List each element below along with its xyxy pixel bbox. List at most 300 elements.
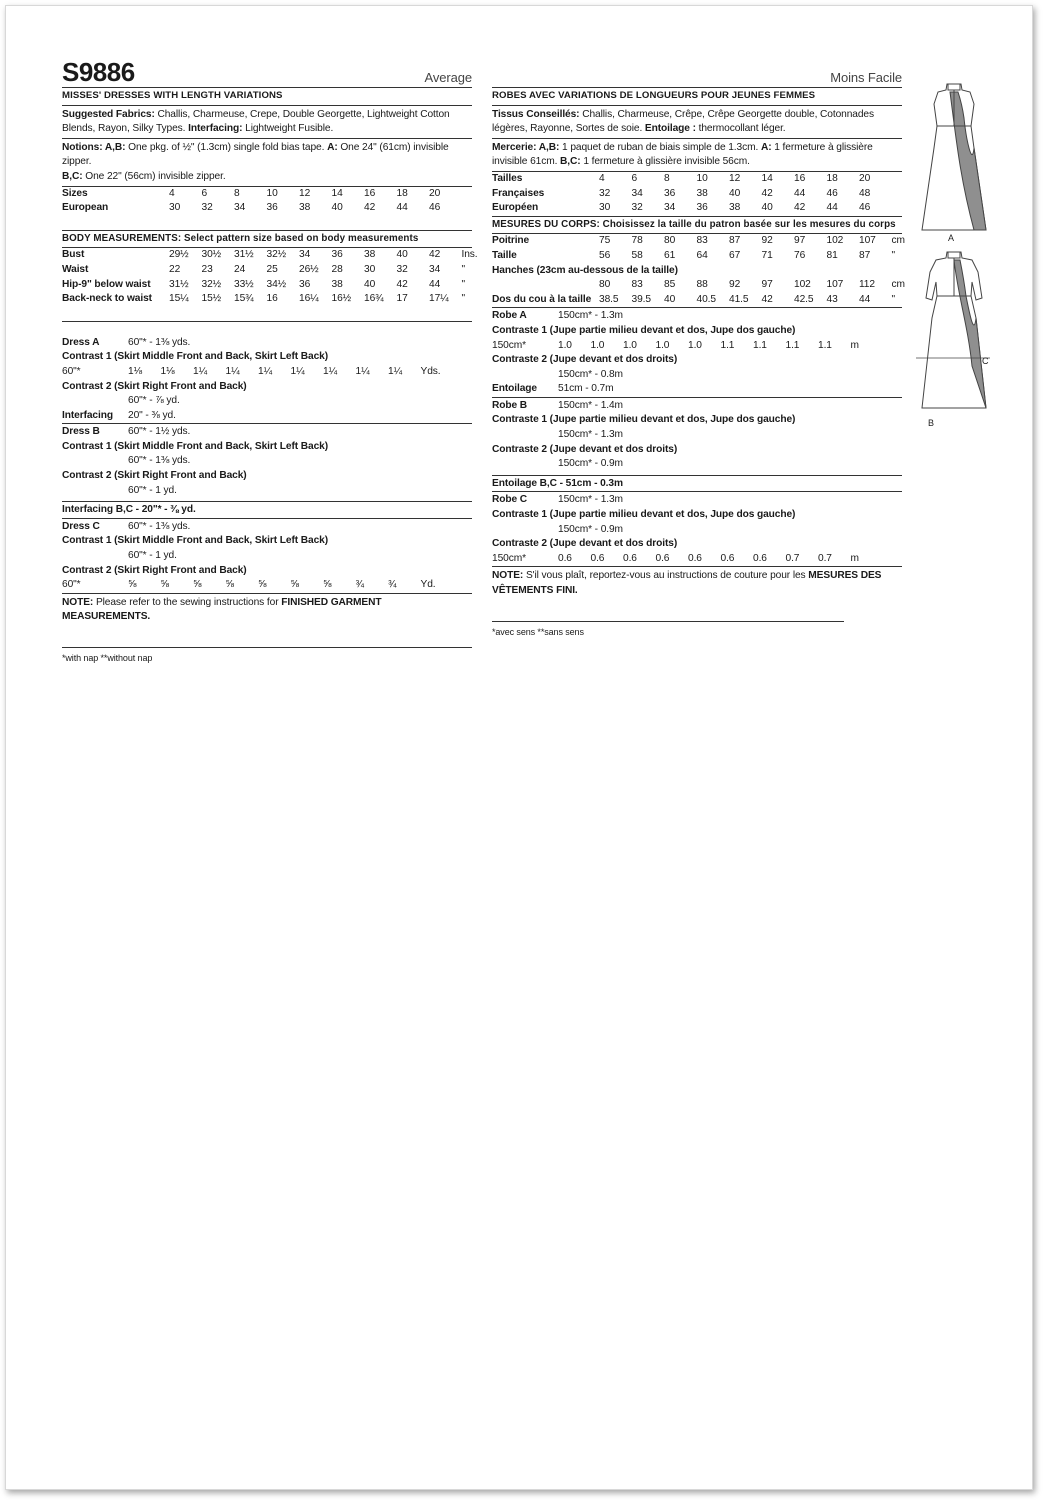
view-label: Robe A xyxy=(492,310,527,322)
yardage-value: 60"* - 1 yd. xyxy=(128,484,177,496)
table-cell: 20 xyxy=(859,172,871,184)
dress-b-yardage xyxy=(62,424,472,502)
notions-text: One 22" (56cm) invisible zipper. xyxy=(85,170,226,182)
view-label: Dress B xyxy=(62,426,100,438)
table-cell: ⅝ xyxy=(193,579,202,591)
view-a-label: A xyxy=(948,233,955,243)
contrast-label: Contraste 1 (Jupe partie milieu devant et dos, Jupe dos gauche) xyxy=(492,414,796,426)
yardage-value: 60"* - ⅞ yd. xyxy=(128,395,180,407)
table-cell: 1¼ xyxy=(355,365,370,377)
row-label: Back-neck to waist xyxy=(62,293,152,305)
row-label: Waist xyxy=(62,263,89,275)
table-cell: 1⅛ xyxy=(160,365,175,377)
table-cell: 44 xyxy=(429,278,441,290)
table-cell: 1.0 xyxy=(590,339,605,351)
note-text: Please refer to the sewing instructions for xyxy=(95,596,279,608)
table-cell: 40 xyxy=(364,278,376,290)
contrast-label: Contraste 2 (Jupe devant et dos droits) xyxy=(492,538,678,550)
fabrics-paragraph xyxy=(62,106,472,139)
table-cell: 40 xyxy=(761,202,773,214)
size-row xyxy=(492,201,902,216)
table-cell: 15¾ xyxy=(234,293,254,305)
table-cell: 8 xyxy=(664,172,670,184)
table-cell: 15½ xyxy=(201,293,222,305)
table-cell: 17 xyxy=(396,293,408,305)
measurement-row xyxy=(62,292,472,307)
fabrics-label: Suggested Fabrics: xyxy=(62,108,155,120)
yardage-row xyxy=(492,382,902,397)
contrast-label: Contrast 2 (Skirt Right Front and Back) xyxy=(62,470,247,482)
interfacing-label: Entoilage : xyxy=(644,123,696,135)
table-cell: 16 xyxy=(266,293,278,305)
yardage-value: 60"* - 1 yd. xyxy=(128,550,177,562)
yardage-value: 150cm* - 0.8m xyxy=(558,368,623,380)
yardage-value: 150cm* - 1.3m xyxy=(558,310,623,322)
note-bold-text: MESURES DES VÊTEMENTS FINI. xyxy=(492,570,882,596)
measurement-row xyxy=(62,263,472,278)
interfacing-label: Interfacing: xyxy=(188,123,243,135)
table-cell: 83 xyxy=(631,279,643,291)
table-cell: 30 xyxy=(364,263,376,275)
table-cell: 42 xyxy=(794,202,806,214)
table-cell: 58 xyxy=(631,249,643,261)
view-label: Robe C xyxy=(492,494,528,506)
table-cell: 42 xyxy=(429,249,441,261)
table-cell: 40 xyxy=(396,249,408,261)
table-cell: 10 xyxy=(696,172,708,184)
contrast-label: Contrast 1 (Skirt Middle Front and Back, Skirt Left Back) xyxy=(62,351,329,363)
unit-cell: " xyxy=(461,278,466,290)
table-cell: 107 xyxy=(859,235,876,247)
table-cell: 1.1 xyxy=(720,339,735,351)
table-cell: 1¼ xyxy=(225,365,240,377)
table-cell: 1.0 xyxy=(655,339,670,351)
table-cell: 17¼ xyxy=(429,293,449,305)
body-measurements-heading: BODY MEASUREMENTS: Select pattern size based on body measurements xyxy=(62,231,472,249)
table-cell: 41.5 xyxy=(729,293,749,305)
contrast-label: Contrast 1 (Skirt Middle Front and Back, Skirt Left Back) xyxy=(62,535,329,547)
size-cell: 6 xyxy=(201,187,208,199)
notions-view-a: A: xyxy=(760,141,772,153)
size-row xyxy=(492,187,902,202)
measurement-row xyxy=(492,234,905,249)
notions-text: 1 paquet de ruban de biais simple de 1.3cm. xyxy=(562,141,759,153)
table-cell: 32½ xyxy=(266,249,287,261)
yardage-row xyxy=(62,519,472,535)
table-cell: 92 xyxy=(729,279,741,291)
yardage-value: 150cm* - 1.3m xyxy=(558,429,623,441)
size-cell: 46 xyxy=(429,202,441,214)
measurement-row xyxy=(62,248,478,263)
unit-cell: cm xyxy=(891,235,905,247)
fabrics-label: Tissus Conseillés: xyxy=(492,108,580,120)
contrast-label: Contrast 1 (Skirt Middle Front and Back, Skirt Left Back) xyxy=(62,440,329,452)
contrast-label: Contrast 2 (Skirt Right Front and Back) xyxy=(62,380,247,392)
table-cell: 16¼ xyxy=(299,293,319,305)
table-cell: 16¾ xyxy=(364,293,384,305)
table-cell: 44 xyxy=(826,202,838,214)
size-cell: 42 xyxy=(364,202,376,214)
table-cell: ⅝ xyxy=(290,579,299,591)
dress-a-yardage xyxy=(62,322,472,425)
contrast-label: Contraste 1 (Jupe partie milieu devant et dos, Jupe dos gauche) xyxy=(492,324,796,336)
table-cell: 42.5 xyxy=(794,293,814,305)
table-cell: 1¼ xyxy=(323,365,337,377)
table-cell: 36 xyxy=(664,187,676,199)
yardage-value: 51cm - 0.7m xyxy=(558,383,614,395)
view-c-label: C xyxy=(982,356,989,366)
size-cell: 30 xyxy=(169,202,181,214)
row-label: Hip-9" below waist xyxy=(62,278,151,290)
size-cell: 10 xyxy=(266,187,278,199)
notions-text: 1 fermeture à glissière invisible 56cm. xyxy=(583,156,750,168)
table-cell: 32 xyxy=(631,202,643,214)
measurement-row xyxy=(62,278,472,293)
size-cell: 36 xyxy=(266,202,278,214)
french-column xyxy=(492,54,905,639)
size-cell: 16 xyxy=(364,187,376,199)
table-cell: 64 xyxy=(696,249,708,261)
table-cell: 56 xyxy=(599,249,611,261)
contrast-yardage-row xyxy=(492,339,902,354)
table-cell: 1¼ xyxy=(258,365,272,377)
notions-label: Notions: A,B: xyxy=(62,141,126,153)
pattern-number: S9886 xyxy=(62,57,135,87)
table-cell: 67 xyxy=(729,249,741,261)
table-cell: 112 xyxy=(859,279,875,291)
table-cell: 1.1 xyxy=(785,339,800,351)
table-cell: 46 xyxy=(826,187,838,199)
unit-cell: Yds. xyxy=(420,365,441,377)
contrast-yardage-row xyxy=(62,365,472,380)
table-cell: 80 xyxy=(664,235,676,247)
size-cell: 8 xyxy=(234,187,240,199)
unit-cell: " xyxy=(891,293,896,305)
table-cell: 42 xyxy=(396,278,408,290)
contrast-yardage-row xyxy=(492,552,902,567)
unit-cell: cm xyxy=(891,279,905,291)
fabrics-paragraph xyxy=(492,106,902,139)
table-cell: ⅝ xyxy=(258,579,267,591)
entoilage-bc: Entoilage B,C - 51cm - 0.3m xyxy=(492,476,902,493)
size-cell: 44 xyxy=(396,202,408,214)
table-cell: 1¼ xyxy=(193,365,207,377)
pattern-title: MISSES' DRESSES WITH LENGTH VARIATIONS xyxy=(62,88,472,106)
yardage-row xyxy=(62,336,472,351)
note-label: NOTE: xyxy=(62,596,94,608)
table-cell: 46 xyxy=(859,202,871,214)
table-cell: ⅝ xyxy=(323,579,332,591)
table-cell: 40 xyxy=(664,293,676,305)
measurement-row xyxy=(492,293,902,308)
table-cell: 75 xyxy=(599,235,611,247)
size-cell: 14 xyxy=(331,187,343,199)
table-cell: 38 xyxy=(729,202,741,214)
body-measurements-table xyxy=(62,248,478,321)
table-cell: 0.6 xyxy=(753,552,767,564)
table-cell: 0.6 xyxy=(655,552,670,564)
robe-a-yardage xyxy=(492,308,902,398)
table-cell: 38 xyxy=(696,187,708,199)
table-cell: 71 xyxy=(761,249,773,261)
unit-cell: Yd. xyxy=(420,579,436,591)
size-row-label: Sizes xyxy=(62,187,88,199)
table-cell: 88 xyxy=(696,279,708,291)
notions-view-a: A: xyxy=(327,141,338,153)
row-label: Poitrine xyxy=(492,235,530,247)
table-cell: 25 xyxy=(266,263,278,275)
table-cell: 1.1 xyxy=(753,339,767,351)
table-cell: 40.5 xyxy=(696,293,716,305)
table-cell: 30 xyxy=(599,202,611,214)
row-label: Européen xyxy=(492,202,539,214)
table-cell: 38 xyxy=(331,278,343,290)
table-cell: 24 xyxy=(234,263,246,275)
note xyxy=(492,567,902,598)
contrast-yardage-row xyxy=(62,578,472,593)
view-label: Dress C xyxy=(62,520,100,532)
hip-label: Hanches (23cm au-dessous de la taille) xyxy=(492,264,678,276)
notions-paragraph xyxy=(492,139,902,172)
table-cell: 85 xyxy=(664,279,676,291)
table-cell: 34 xyxy=(429,263,441,275)
view-b-label: B xyxy=(928,418,935,428)
table-cell: 36 xyxy=(299,278,311,290)
table-cell: 34½ xyxy=(266,278,287,290)
row-label: Françaises xyxy=(492,187,545,199)
size-cell: 34 xyxy=(234,202,246,214)
notions-view-bc: B,C: xyxy=(560,156,581,168)
size-cell: 12 xyxy=(299,187,311,199)
view-label: Entoilage xyxy=(492,383,537,395)
table-cell: 78 xyxy=(631,235,643,247)
table-cell: 61 xyxy=(664,249,676,261)
table-cell: 76 xyxy=(794,249,806,261)
yardage-row xyxy=(492,492,902,508)
size-cell: 40 xyxy=(331,202,343,214)
table-cell: 14 xyxy=(761,172,773,184)
contrast-label: Contraste 2 (Jupe devant et dos droits) xyxy=(492,443,678,455)
difficulty-label: Moins Facile xyxy=(830,70,902,86)
table-cell: ⅝ xyxy=(225,579,234,591)
table-cell: 0.7 xyxy=(818,552,832,564)
table-cell: 29½ xyxy=(169,249,189,261)
table-cell: 36 xyxy=(331,249,343,261)
row-label: Bust xyxy=(62,249,85,261)
robe-b-yardage xyxy=(492,398,902,476)
table-cell: 92 xyxy=(761,235,773,247)
table-cell: 87 xyxy=(729,235,741,247)
measurement-row xyxy=(492,249,902,264)
table-cell: 102 xyxy=(794,279,811,291)
note xyxy=(62,594,472,625)
row-label: 60"* xyxy=(62,365,81,377)
yardage-row xyxy=(492,308,902,324)
unit-cell: Ins. xyxy=(461,249,478,261)
table-cell: 42 xyxy=(761,293,773,305)
view-label: Robe B xyxy=(492,399,528,411)
row-label: Dos du cou à la taille xyxy=(492,293,592,305)
table-cell: ⅝ xyxy=(128,579,137,591)
table-cell: 0.6 xyxy=(590,552,605,564)
body-measurements-table xyxy=(492,234,905,308)
table-cell: 1.1 xyxy=(818,339,832,351)
table-cell: 12 xyxy=(729,172,741,184)
table-cell: 28 xyxy=(331,263,343,275)
table-cell: ⅝ xyxy=(160,579,169,591)
size-row xyxy=(492,172,902,187)
yardage-value: 60"* - 1⅜ yds. xyxy=(128,336,191,348)
yardage-value: 60"* - 1⅜ yds. xyxy=(128,520,191,532)
table-cell: 0.6 xyxy=(688,552,702,564)
table-cell: ¾ xyxy=(355,579,364,591)
view-label: Dress A xyxy=(62,336,100,348)
table-cell: 44 xyxy=(794,187,806,199)
table-cell: 1⅛ xyxy=(128,365,142,377)
table-cell: 43 xyxy=(826,293,838,305)
unit-cell: " xyxy=(461,263,466,275)
table-cell: 107 xyxy=(826,279,844,291)
pattern-envelope-back xyxy=(5,5,1033,1490)
table-cell: 22 xyxy=(169,263,181,275)
table-cell: 15¼ xyxy=(169,293,189,305)
yardage-value: 150cm* - 0.9m xyxy=(558,523,623,535)
contrast-label: Contraste 2 (Jupe devant et dos droits) xyxy=(492,354,678,366)
contrast-label: Contrast 2 (Skirt Right Front and Back) xyxy=(62,564,247,576)
table-cell: 30½ xyxy=(201,249,222,261)
unit-cell: " xyxy=(461,293,466,305)
table-cell: 83 xyxy=(696,235,708,247)
note-bold-text: FINISHED GARMENT MEASUREMENTS. xyxy=(62,596,382,623)
note-label: NOTE: xyxy=(492,570,524,582)
difficulty-label: Average xyxy=(424,70,472,86)
table-cell: 1¼ xyxy=(388,365,402,377)
title-bar xyxy=(492,54,902,88)
notions-paragraph xyxy=(62,139,472,187)
size-cell: 20 xyxy=(429,187,441,199)
table-cell: 0.6 xyxy=(720,552,735,564)
notions-text: 1 fermeture à glissière invisible 61cm. xyxy=(492,141,873,168)
table-cell: 44 xyxy=(859,293,871,305)
table-cell: ¾ xyxy=(388,579,397,591)
dress-c-yardage xyxy=(62,519,472,594)
yardage-value: 60"* - 1⅜ yds. xyxy=(128,455,191,467)
footnote: *avec sens **sans sens xyxy=(492,621,844,640)
size-cell: 18 xyxy=(396,187,408,199)
table-cell: 42 xyxy=(761,187,773,199)
interfacing-bc: Interfacing B,C - 20"* - ⅜ yd. xyxy=(62,502,472,519)
table-cell: 34 xyxy=(299,249,311,261)
table-cell: 31½ xyxy=(234,249,254,261)
table-cell: 33½ xyxy=(234,278,254,290)
yardage-value: 150cm* - 0.9m xyxy=(558,458,623,470)
robe-c-yardage xyxy=(492,492,902,567)
table-cell: 6 xyxy=(631,172,638,184)
row-label: Taille xyxy=(492,249,517,261)
table-cell: 32 xyxy=(599,187,611,199)
table-cell: 48 xyxy=(859,187,871,199)
table-cell: 80 xyxy=(599,279,611,291)
yardage-value: 150cm* - 1.4m xyxy=(558,399,623,411)
unit-cell: m xyxy=(850,552,859,564)
table-cell: 97 xyxy=(794,235,806,247)
table-cell: 16 xyxy=(794,172,806,184)
table-cell: 1¼ xyxy=(290,365,305,377)
table-cell: 31½ xyxy=(169,278,189,290)
european-row-label: European xyxy=(62,202,109,214)
row-label: Tailles xyxy=(492,172,523,184)
notions-text: One 24" (61cm) invisible zipper. xyxy=(62,141,449,168)
yardage-value: 20" - ⅜ yd. xyxy=(128,409,176,421)
unit-cell: m xyxy=(850,339,859,351)
table-cell: 1.0 xyxy=(558,339,572,351)
size-cell: 4 xyxy=(169,187,175,199)
table-cell: 39.5 xyxy=(631,293,651,305)
english-column xyxy=(62,54,478,666)
table-cell: 36 xyxy=(696,202,708,214)
table-cell: 23 xyxy=(201,263,213,275)
view-label: Interfacing xyxy=(62,409,113,421)
pattern-title: ROBES AVEC VARIATIONS DE LONGUEURS POUR JEUNES FEMMES xyxy=(492,88,902,106)
interfacing-text: thermocollant léger. xyxy=(698,123,786,135)
table-cell: 87 xyxy=(859,249,871,261)
yardage-value: 150cm* - 1.3m xyxy=(558,494,623,506)
fabrics-text: Challis, Charmeuse, Crêpe, Crêpe Georgette double, Cotonnades légères, Rayonne, Sortes de soie. xyxy=(492,108,874,135)
row-label: 150cm* xyxy=(492,552,526,564)
table-cell: 97 xyxy=(761,279,773,291)
row-label: 150cm* xyxy=(492,339,526,351)
size-table xyxy=(492,172,902,217)
notions-text: One pkg. of ½" (1.3cm) single fold bias tape. xyxy=(128,141,325,153)
table-cell: 26½ xyxy=(299,263,319,275)
table-cell: 1.0 xyxy=(623,339,637,351)
table-cell: 38.5 xyxy=(599,293,619,305)
european-size-row xyxy=(62,201,472,216)
size-cell: 32 xyxy=(201,202,213,214)
dress-b-line-drawing xyxy=(914,246,994,416)
table-cell: 40 xyxy=(729,187,741,199)
contrast-label: Contraste 1 (Jupe partie milieu devant et dos, Jupe dos gauche) xyxy=(492,509,796,521)
row-label: 60"* xyxy=(62,579,81,591)
table-cell: 34 xyxy=(631,187,643,199)
title-bar xyxy=(62,54,472,88)
unit-cell: " xyxy=(891,249,896,261)
table-cell: 32½ xyxy=(201,278,222,290)
table-cell: 34 xyxy=(664,202,676,214)
interfacing-text: Lightweight Fusible. xyxy=(245,123,334,135)
table-cell: 18 xyxy=(826,172,838,184)
dress-a-line-drawing xyxy=(914,78,994,238)
notions-label: Mercerie: A,B: xyxy=(492,141,560,153)
size-row xyxy=(62,187,472,202)
notions-view-bc: B,C: xyxy=(62,170,83,182)
table-cell: 0.7 xyxy=(785,552,800,564)
yardage-row xyxy=(62,409,472,424)
note-text: S'il vous plaît, reportez-vous au instructions de couture pour les xyxy=(525,570,806,582)
yardage-value: 60"* - 1½ yds. xyxy=(128,426,191,438)
table-cell: 1.0 xyxy=(688,339,702,351)
table-cell: 4 xyxy=(599,172,605,184)
table-cell: 32 xyxy=(396,263,408,275)
table-cell: 16½ xyxy=(331,293,352,305)
measurement-row xyxy=(492,278,905,293)
yardage-row xyxy=(492,398,902,414)
size-table xyxy=(62,187,472,231)
table-cell: 81 xyxy=(826,249,838,261)
yardage-row xyxy=(62,424,472,440)
table-cell: 0.6 xyxy=(558,552,572,564)
table-cell: 0.6 xyxy=(623,552,637,564)
